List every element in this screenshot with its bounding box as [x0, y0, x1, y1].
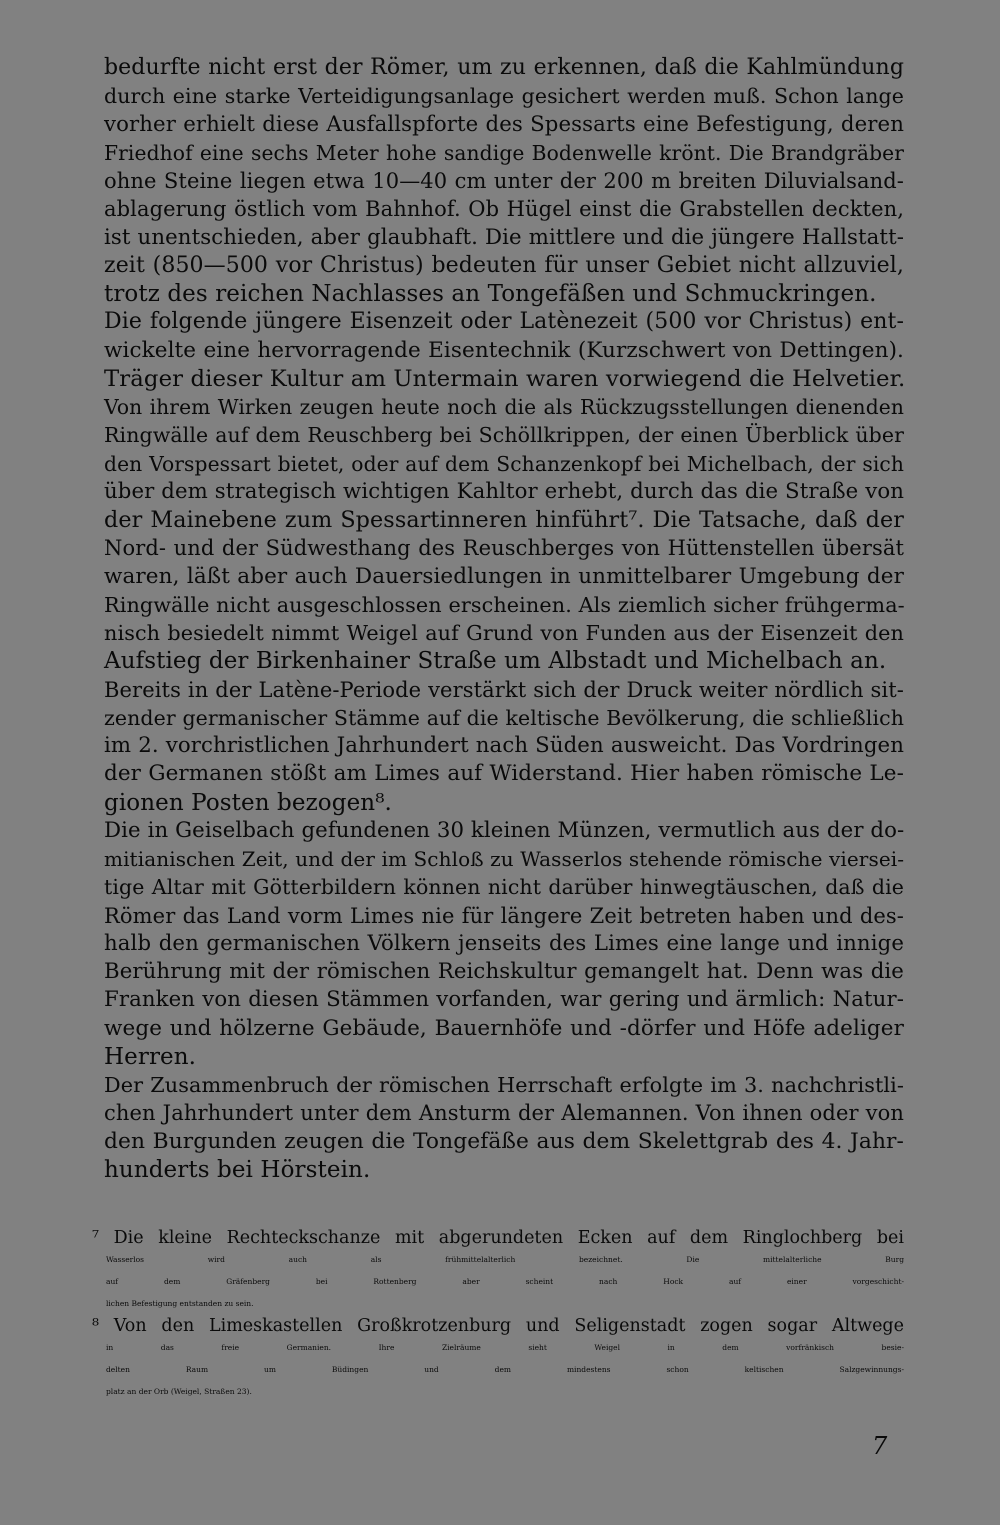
text-line: Ringwälle nicht ausgeschlossen erscheinen. Als ziemlich sicher frühgerma-	[104, 592, 905, 617]
text-line: gionen Posten bezogen⁸.	[104, 789, 392, 816]
text-line: im 2. vorchristlichen Jahrhundert nach Süden ausweicht. Das Vordringen	[104, 733, 904, 758]
text-line: Die in Geiselbach gefundenen 30 kleinen Münzen, vermutlich aus der do-	[104, 817, 905, 843]
text-line: vorher erhielt diese Ausfallspforte des Spessarts eine Befestigung, deren	[104, 111, 904, 137]
text-line: Der Zusammenbruch der römischen Herrschaft erfolgte im 3. nachchristli-	[104, 1073, 904, 1097]
text-line: Ringwälle auf dem Reuschberg bei Schöllkrippen, der einen Überblick über	[104, 423, 904, 448]
paragraph-6	[104, 1071, 904, 1184]
text-line: Die folgende jüngere Eisenzeit oder Latènezeit (500 vor Christus) ent-	[104, 309, 904, 335]
text-line: wickelte eine hervorragende Eisentechnik (Kurzschwert von Dettingen).	[104, 337, 904, 363]
text-line: Herren.	[104, 1043, 197, 1070]
text-line: Römer das Land vorm Limes nie für längere Zeit betreten haben und des-	[104, 903, 904, 928]
footnote-line: Wasserlos wird auch als frühmittelalterlich bezeichnet. Die mittelalterliche Burg	[106, 1255, 904, 1264]
text-line: halb den germanischen Völkern jenseits des Limes eine lange und innige	[104, 930, 904, 956]
text-line: bedurfte nicht erst der Römer, um zu erkennen, daß die Kahlmündung	[104, 55, 904, 80]
text-line: den Vorspessart bietet, oder auf dem Schanzenkopf bei Michelbach, der sich	[104, 451, 904, 476]
footnote-line: in das freie Germanien. Ihre Zielräume sieht Weigel in dem vorfränkisch besie-	[106, 1343, 904, 1352]
text-line: nisch besiedelt nimmt Weigel auf Grund von Funden aus der Eisenzeit den	[104, 621, 904, 645]
text-line: ablagerung östlich vom Bahnhof. Ob Hügel einst die Grabstellen deckten,	[104, 197, 904, 222]
footnote-line: auf dem Gräfenberg bei Rottenberg aber scheint nach Hock auf einer vorgeschicht-	[106, 1277, 904, 1286]
text-line: chen Jahrhundert unter dem Ansturm der Alemannen. Von ihnen oder von	[104, 1101, 904, 1126]
text-line: mitianischen Zeit, und der im Schloß zu Wasserlos stehende römische viersei-	[104, 847, 905, 871]
text-line: durch eine starke Verteidigungsanlage gesichert werden muß. Schon lange	[104, 84, 904, 109]
text-line: der Mainebene zum Spessartinneren hinführt⁷. Die Tatsache, daß der	[104, 507, 904, 533]
footnote-line: lichen Befestigung entstanden zu sein.	[106, 1299, 254, 1308]
footnote-line: ⁸ Von den Limeskastellen Großkrotzenburg und Seligenstadt zogen sogar Altwege	[92, 1316, 904, 1336]
footnote-8	[92, 1315, 904, 1403]
text-line: hunderts bei Hörstein.	[104, 1156, 371, 1183]
paragraph-2	[104, 308, 904, 393]
footnote-line: ⁷ Die kleine Rechteckschanze mit abgerundeten Ecken auf dem Ringlochberg bei	[92, 1228, 904, 1248]
paragraph-1	[104, 54, 904, 308]
text-line: Träger dieser Kultur am Untermain waren vorwiegend die Helvetier.	[104, 365, 906, 392]
paragraph-5	[104, 817, 904, 1071]
text-line: über dem strategisch wichtigen Kahltor erhebt, durch das die Straße von	[104, 478, 904, 504]
footnotes	[92, 1227, 904, 1403]
text-line: ohne Steine liegen etwa 10—40 cm unter der 200 m breiten Diluvialsand-	[104, 169, 904, 193]
text-line: ist unentschieden, aber glaubhaft. Die mittlere und die jüngere Hallstatt-	[104, 224, 904, 250]
footnote-7	[92, 1227, 904, 1315]
text-line: Von ihrem Wirken zeugen heute noch die als Rückzugsstellungen dienenden	[104, 395, 904, 419]
text-line: der Germanen stößt am Limes auf Widerstand. Hier haben römische Le-	[104, 761, 904, 787]
text-line: Berührung mit der römischen Reichskultur gemangelt hat. Denn was die	[104, 959, 904, 984]
text-line: Nord- und der Südwesthang des Reuschberges von Hüttenstellen übersät	[104, 536, 904, 561]
text-line: Aufstieg der Birkenhainer Straße um Albstadt und Michelbach an.	[104, 648, 887, 675]
page-number: 7	[872, 1432, 888, 1460]
text-line: den Burgunden zeugen die Tongefäße aus dem Skelettgrab des 4. Jahr-	[104, 1128, 904, 1154]
text-line: Friedhof eine sechs Meter hohe sandige Bodenwelle krönt. Die Brandgräber	[104, 140, 904, 165]
text-line: zender germanischer Stämme auf die keltische Bevölkerung, die schließlich	[104, 705, 904, 730]
main-text	[104, 54, 904, 1184]
text-line: zeit (850—500 vor Christus) bedeuten für unser Gebiet nicht allzuviel,	[104, 252, 904, 278]
paragraph-3	[104, 393, 904, 676]
text-line: waren, läßt aber auch Dauersiedlungen in unmittelbarer Umgebung der	[104, 563, 904, 589]
text-line: tige Altar mit Götterbildern können nicht darüber hinwegtäuschen, daß die	[104, 875, 904, 900]
footnote-line: platz an der Orb (Weigel, Straßen 23).	[106, 1387, 252, 1396]
paragraph-4	[104, 676, 904, 817]
text-line: trotz des reichen Nachlasses an Tongefäßen und Schmuckringen.	[104, 281, 877, 307]
text-line: wege und hölzerne Gebäude, Bauernhöfe und -dörfer und Höfe adeliger	[104, 1015, 904, 1041]
text-line: Bereits in der Latène-Periode verstärkt sich der Druck weiter nördlich sit-	[104, 677, 904, 702]
footnote-line: delten Raum um Büdingen und dem mindestens schon keltischen Salzgewinnungs-	[106, 1365, 904, 1374]
text-line: Franken von diesen Stämmen vorfanden, war gering und ärmlich: Natur-	[104, 987, 904, 1013]
